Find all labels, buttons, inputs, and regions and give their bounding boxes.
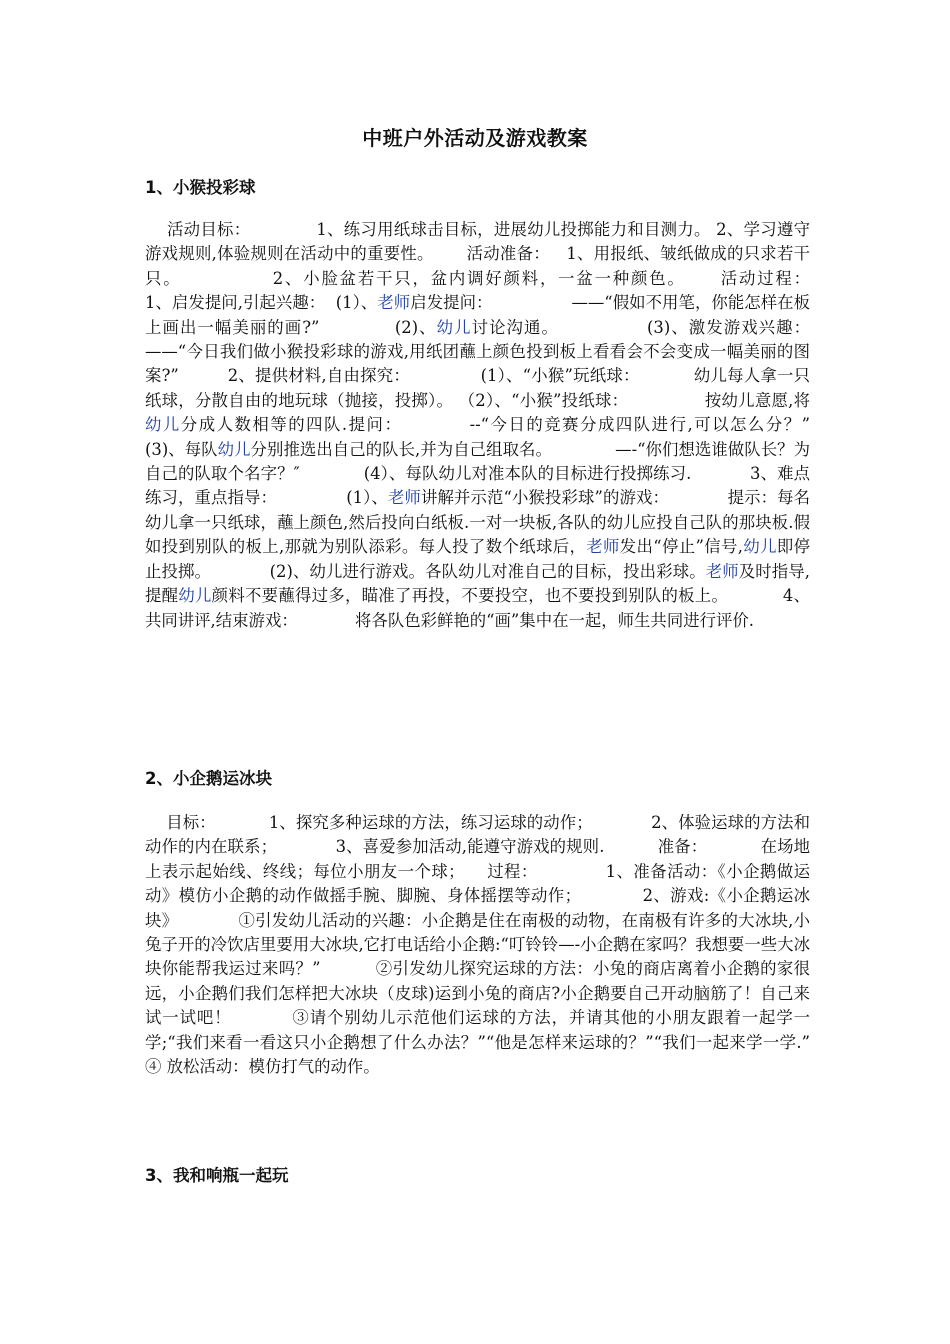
- keyword-link[interactable]: 幼儿: [178, 586, 212, 606]
- section-2-body: [145, 811, 868, 1079]
- keyword-link[interactable]: 老师: [586, 537, 620, 557]
- keyword-link[interactable]: 幼儿: [217, 439, 251, 459]
- keyword-link[interactable]: 老师: [705, 561, 739, 581]
- text-run: 分成人数相等的四队.提问： --“今日的竞赛分成四队进行,可以怎么分？” (3)、每队: [145, 415, 873, 459]
- section-heading-3: 3、我和响瓶一起玩: [145, 1166, 289, 1185]
- document-title: 中班户外活动及游戏教案: [362, 126, 588, 150]
- text-run: 及时指导,提醒: [145, 561, 811, 606]
- section-heading-2: 2、小企鹅运冰块: [145, 769, 272, 788]
- text-run: 讨论沟通。 (3)、激发游戏兴趣：——“今日我们做小猴投彩球的游戏,用纸团蘸上颜色投到板上看看会不会变成一幅美丽的图案?” 2、提供材料,自由探究： (1）、“小猴”玩纸球： 幼儿每人拿一只纸球，分散自由的地玩球（抛接，投掷）。 （2）、“小猴”投纸球： 按幼儿意愿,将: [145, 317, 811, 410]
- keyword-link[interactable]: 老师: [377, 293, 411, 313]
- section-heading-1: 1、小猴投彩球: [145, 178, 256, 197]
- keyword-link[interactable]: 幼儿: [436, 317, 472, 337]
- text-run: 颜料不要蘸得过多，瞄准了再投，不要投空，也不要投到别队的板上。 4、共同讲评,结束游戏： 将各队色彩鲜艳的“画”集中在一起，师生共同进行评价.: [145, 586, 811, 630]
- keyword-link[interactable]: 幼儿: [145, 415, 181, 435]
- text-run: 讲解并示范“小猴投彩球”的游戏： 提示：每名幼儿拿一只纸球，蘸上颜色,然后投向白纸板.一对一块板,各队的幼儿应投自己队的那块板.假如投到别队的板上,那就为别队添彩。每人投了数个纸球后，: [145, 488, 811, 557]
- section-1-body: [145, 218, 873, 633]
- text-run: 即停止投掷。 (2)、幼儿进行游戏。各队幼儿对准自己的目标，投出彩球。: [145, 537, 811, 581]
- keyword-link[interactable]: 老师: [387, 488, 421, 508]
- text-run: 启发提问： ——“假如不用笔，你能怎样在板上画出一幅美丽的画?” (2)、: [145, 293, 811, 337]
- text-run: 目标： 1、探究多种运球的方法，练习运球的动作； 2、体验运球的方法和动作的内在联系； 3、喜爱参加活动,能遵守游戏的规则. 准备： 在场地上表示起始线、终线；每位小朋友一个球； 过程： 1、准备活动：《小企鹅做运动》模仿小企鹅的动作做摇手腕、脚腕、身体摇摆等动作； 2、游戏:《小企鹅运冰块》 ①引发幼儿活动的兴趣：小企鹅是住在南极的动物，在南极有许多的大冰块,小兔子开的冷饮店里要用大冰块,它打电话给小企鹅:“叮铃铃—-小企鹅在家吗？我想要一些大冰块你能帮我运过来吗？” ②引发幼儿探究运球的方法：小兔的商店离着小企鹅的家很远，小企鹅们我们怎样把大冰块（皮球)运到小兔的商店?小企鹅要自己开动脑筋了！自己来试一试吧！ ③请个别幼儿示范他们运球的方法，并请其他的小朋友跟着一起学一学;“我们来看一看这只小企鹅想了什么办法？”“他是怎样来运球的？”“我们一起来学一学.” ④ 放松活动：模仿打气的动作。: [145, 813, 868, 1077]
- text-run: 活动目标： 1、练习用纸球击目标，进展幼儿投掷能力和目测力。 2、学习遵守游戏规则,体验规则在活动中的重要性。 活动准备： 1、用报纸、皱纸做成的只求若干只。 2、小脸盆若干只，盆内调好颜料，一盆一种颜色。 活动过程： 1、启发提问,引起兴趣： (1）、: [145, 220, 873, 313]
- keyword-link[interactable]: 幼儿: [742, 537, 777, 557]
- text-run: 分别推选出自己的队长,并为自己组取名。 —-“你们想选谁做队长？为自己的队取个名字？″ (4）、每队幼儿对准本队的目标进行投掷练习. 3、难点练习，重点指导： (1）、: [145, 439, 811, 508]
- text-run: 发出“停止”信号,: [619, 537, 743, 557]
